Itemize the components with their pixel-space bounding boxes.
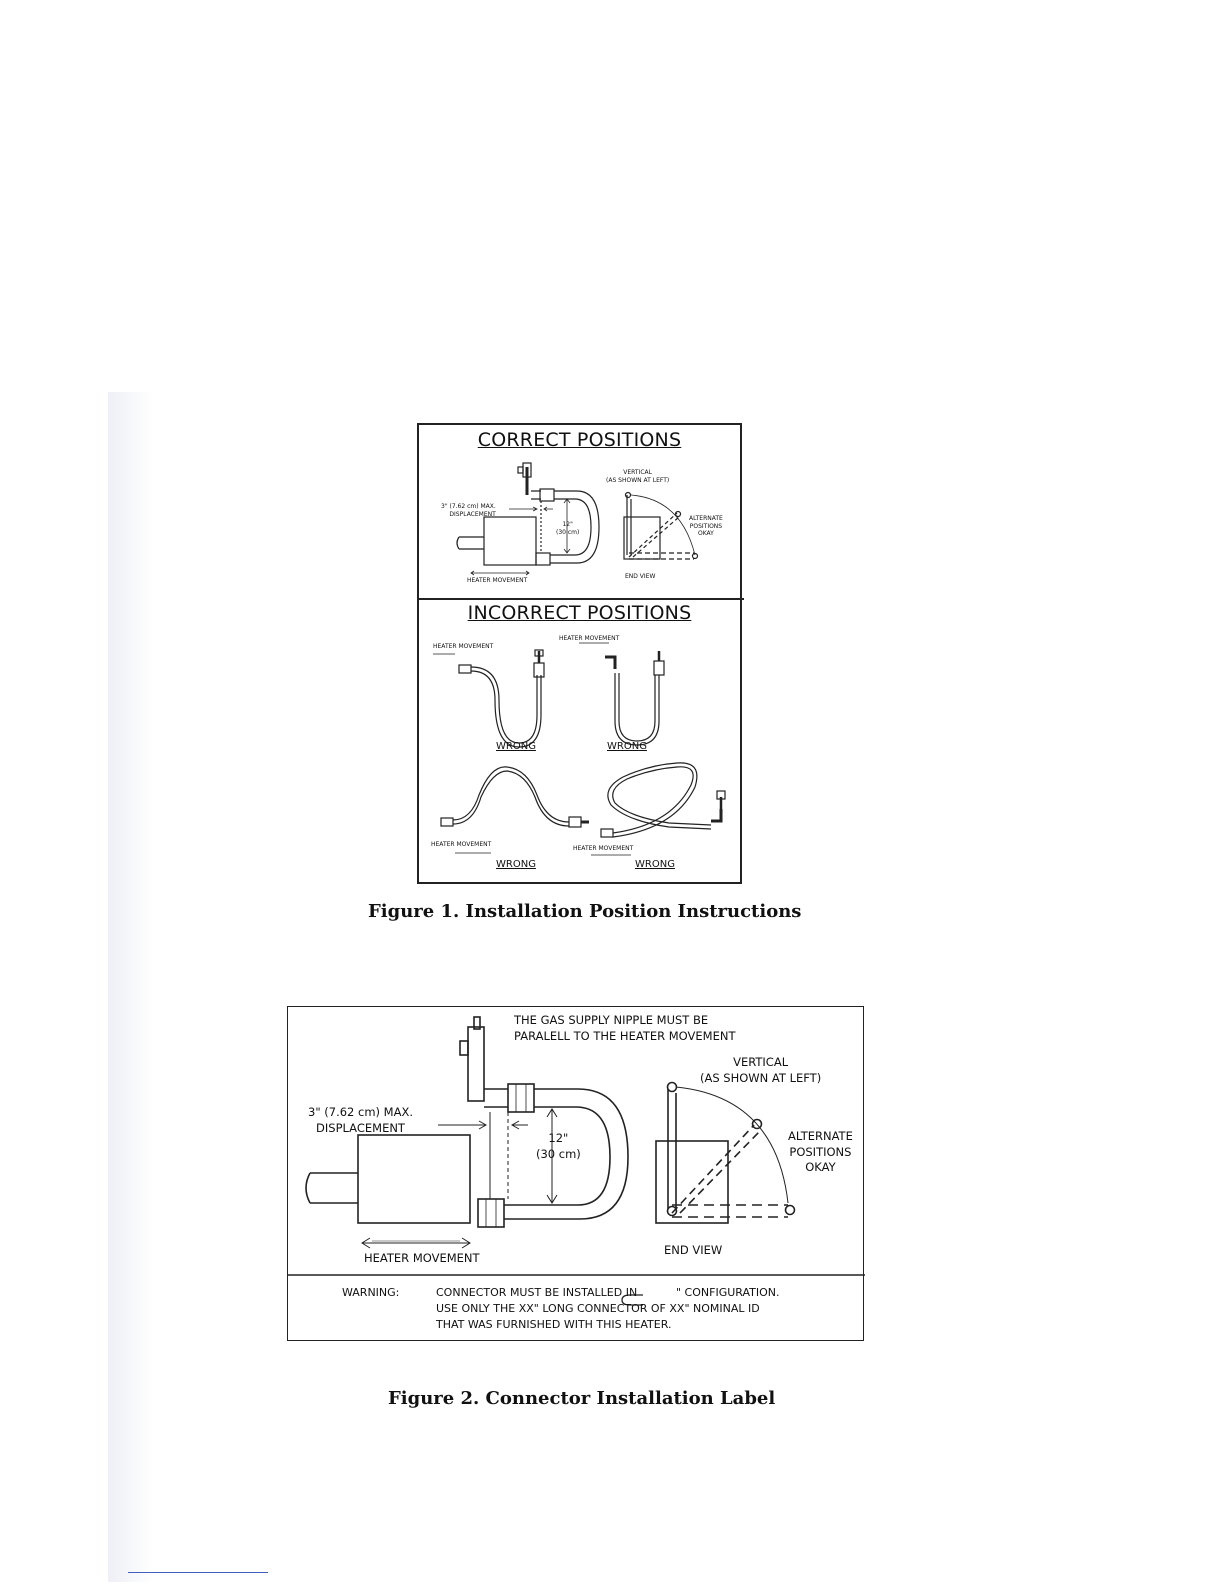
correct-side-diagram — [457, 463, 599, 575]
angled-position-inner — [633, 517, 679, 557]
correct-positions-title: CORRECT POSITIONS — [477, 429, 682, 451]
scan-edge-shadow — [108, 392, 154, 1582]
displacement-label: 3" (7.62 cm) MAX. DISPLACEMENT — [441, 503, 496, 518]
warning-line-2: USE ONLY THE XX" LONG CONNECTOR OF XX" NOMINAL ID — [436, 1302, 760, 1315]
lower-fitting — [536, 553, 550, 565]
figure-1-installation-positions — [417, 423, 742, 884]
elbow — [711, 809, 721, 821]
figure-2-connector-label — [287, 1006, 864, 1341]
figure-2-caption: Figure 2. Connector Installation Label — [388, 1388, 776, 1409]
wrong-label-3: WRONG — [496, 859, 536, 870]
fitting-left — [459, 665, 471, 673]
pivot — [668, 1207, 677, 1216]
hose-loop-outer — [613, 767, 711, 833]
end-view-label: END VIEW — [664, 1243, 723, 1257]
gas-nipple — [468, 1027, 484, 1101]
warning-label: WARNING: — [342, 1286, 400, 1299]
heater-movement-label: HEATER MOVEMENT — [364, 1251, 480, 1265]
lower-fitting — [478, 1199, 504, 1227]
alternate-label: ALTERNATE POSITIONS OKAY — [689, 515, 723, 537]
wrong-label-1: WRONG — [496, 741, 536, 752]
nipple-note: THE GAS SUPPLY NIPPLE MUST BE PARALELL TO THE HEATER MOVEMENT — [514, 1013, 736, 1043]
warning-line-1b: " CONFIGURATION. — [676, 1286, 780, 1299]
fitting-left — [601, 829, 613, 837]
fitting-threads — [516, 1084, 526, 1112]
horizontal-end — [786, 1206, 795, 1215]
elbow — [605, 657, 615, 669]
warning-line-1a: CONNECTOR MUST BE INSTALLED IN — [436, 1286, 638, 1299]
correct-end-view — [624, 493, 698, 560]
angled-position-inner — [680, 1131, 760, 1213]
vertical-label: VERTICAL (AS SHOWN AT LEFT) — [606, 469, 670, 484]
wrong-diagram-2 — [579, 643, 664, 745]
fitting-right — [654, 661, 664, 675]
heater-pipe — [306, 1173, 358, 1203]
fitting-threads-lower — [486, 1199, 496, 1227]
warning-line-3: THAT WAS FURNISHED WITH THIS HEATER. — [436, 1318, 672, 1331]
displacement-label: 3" (7.62 cm) MAX. DISPLACEMENT — [308, 1105, 413, 1135]
heater-movement-arrow — [362, 1238, 470, 1248]
alternate-label: ALTERNATE POSITIONS OKAY — [788, 1129, 853, 1175]
distance-label: 12" (30 cm) — [536, 1131, 581, 1161]
wrong-diagram-4 — [591, 763, 725, 855]
upper-fitting — [540, 489, 554, 501]
displacement-arrows — [438, 1121, 528, 1129]
end-view-diagram — [656, 1083, 795, 1224]
fitting-left — [441, 818, 453, 826]
hose-outer — [453, 767, 569, 822]
heater-pipe — [457, 537, 484, 549]
end-view-label: END VIEW — [625, 573, 656, 580]
heater-box — [358, 1135, 470, 1223]
angled-position — [629, 513, 677, 557]
hose-loop-inner — [608, 763, 711, 837]
heater-movement-label-2: HEATER MOVEMENT — [559, 635, 620, 642]
incorrect-positions-title: INCORRECT POSITIONS — [467, 602, 692, 624]
vertical-label: VERTICAL (AS SHOWN AT LEFT) — [700, 1055, 822, 1085]
hose-inner — [453, 771, 569, 826]
fitting-right — [569, 817, 581, 827]
wrong-label-2: WRONG — [607, 741, 647, 752]
valve-handle — [518, 467, 523, 473]
wrong-label-4: WRONG — [635, 859, 675, 870]
figure-1-caption: Figure 1. Installation Position Instructions — [368, 901, 802, 922]
valve-handle — [460, 1041, 468, 1055]
horizontal-position — [629, 553, 694, 559]
horizontal-position — [672, 1205, 788, 1217]
hose-inner — [619, 673, 655, 741]
heater-movement-label-4: HEATER MOVEMENT — [573, 845, 634, 852]
hose-outer — [471, 667, 537, 743]
tee-branch — [484, 1089, 508, 1107]
fitting-right — [534, 663, 544, 677]
upper-fitting — [508, 1084, 534, 1112]
heater-box — [484, 517, 536, 565]
angled-position — [672, 1125, 754, 1213]
heater-movement-label-3: HEATER MOVEMENT — [431, 841, 492, 848]
displacement-arrow — [509, 507, 553, 511]
figure-1-drawing — [419, 425, 744, 886]
vertical-end — [668, 1083, 677, 1092]
distance-label: 12" (30 cm) — [556, 521, 580, 536]
position-arc — [676, 1087, 788, 1203]
heater-movement-label: HEATER MOVEMENT — [467, 577, 528, 584]
footnote-rule — [128, 1572, 268, 1573]
heater-movement-arrow — [471, 571, 529, 575]
wrong-diagram-1 — [433, 650, 544, 747]
heater-movement-label-1: HEATER MOVEMENT — [433, 643, 494, 650]
vertical-end — [626, 493, 631, 498]
